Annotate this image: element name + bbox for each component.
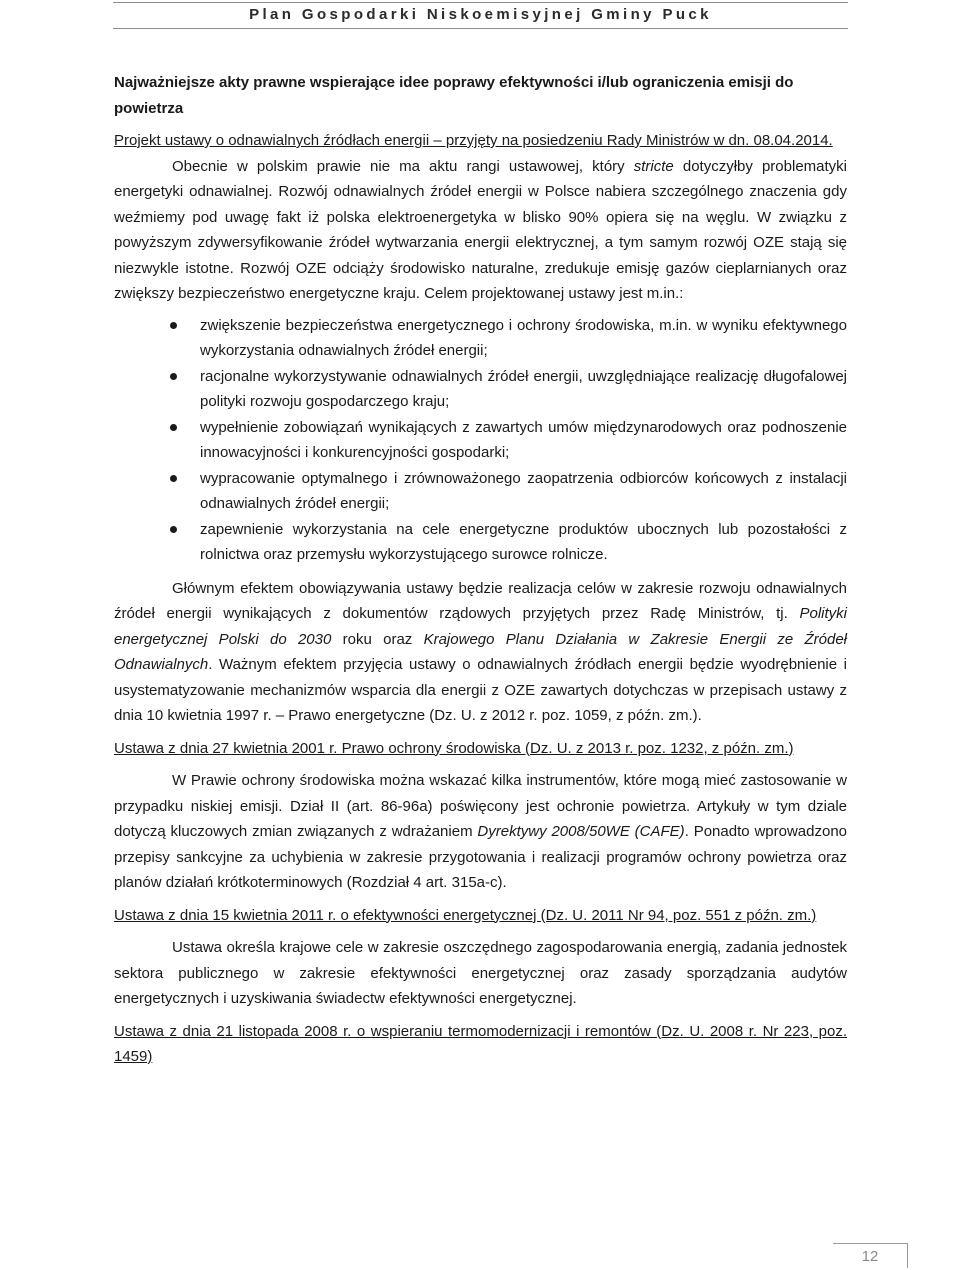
running-header-title: Plan Gospodarki Niskoemisyjnej Gminy Puck xyxy=(249,6,712,23)
list-item: wypełnienie zobowiązań wynikających z zawartych umów międzynarodowych oraz podnoszenie innowacyjności i konkurencyjności gospodarki; xyxy=(114,415,847,466)
paragraph-oze-intro: Obecnie w polskim prawie nie ma aktu rangi ustawowej, który stricte dotyczyłby problematyki energetyki odnawialnej. Rozwój odnawialnych źródeł energii w Polsce nabiera szczególnego znaczenia gdy weźmiemy pod uwagę fakt iż polska elektroenergetyka w blisko 90% opiera się na węglu. W związku z powyższym zdywersyfikowanie źródeł wytwarzania energii elektrycznej, a tym samym rozwój OZE stają się niezwykle istotne. Rozwój OZE odciąży środowisko naturalne, zredukuje emisję gazów cieplarnianych oraz zwiększy bezpieczeństwo energetyczne kraju. Celem projektowanej ustawy jest m.in.: xyxy=(114,157,847,302)
list-item: racjonalne wykorzystywanie odnawialnych źródeł energii, uwzględniające realizację długofalowej polityki rozwoju gospodarczego kraju; xyxy=(114,364,847,415)
law-title-thermo[interactable]: Ustawa z dnia 21 listopada 2008 r. o wspieraniu termomodernizacji i remontów (Dz. U. 2008 r. Nr 223, poz. 1459) xyxy=(114,1022,847,1065)
italic-title: Dyrektywy 2008/50WE (CAFE) xyxy=(477,823,685,840)
section-heading: Najważniejsze akty prawne wspierające idee poprawy efektywności i/lub ograniczenia emisji do powietrza xyxy=(114,74,794,117)
italic-title: Polityki energetycznej Polski do 2030 xyxy=(114,605,847,648)
italic-term: stricte xyxy=(633,157,674,175)
paragraph-pos: W Prawie ochrony środowiska można wskazać kilka instrumentów, które mogą mieć zastosowanie w przypadku niskiej emisji. Dział II (art. 86-96a) poświęcony jest ochronie powietrza. Artykuły w tym dziale dotyczą kluczowych zmian związanych z wdrażaniem Dyrektywy 2008/50WE (CAFE). Ponadto wprowadzono przepisy sankcyjne za uchybienia w zakresie przygotowania i realizacji programów ochrony powietrza oraz planów działań krótkoterminowych (Rozdział 4 art. 315a-c). xyxy=(114,772,847,891)
bullet-icon xyxy=(170,526,177,533)
paragraph-oze-effects: Głównym efektem obowiązywania ustawy będzie realizacja celów w zakresie rozwoju odnawialnych źródeł energii wynikających z dokumentów rządowych przyjętych przez Radę Ministrów, tj. Polityki energetycznej Polski do 2030 roku oraz Krajowego Planu Działania w Zakresie Energii ze Źródeł Odnawialnych. Ważnym efektem przyjęcia ustawy o odnawialnych źródłach energii będzie wyodrębnienie i usystematyzowanie mechanizmów wsparcia dla energii z OZE zawartych dotychczas w przepisach ustawy z dnia 10 kwietnia 1997 r. – Prawo energetyczne (Dz. U. z 2012 r. poz. 1059, z późn. zm.). xyxy=(114,579,847,724)
goals-list xyxy=(114,313,847,568)
law-title-efficiency[interactable]: Ustawa z dnia 15 kwietnia 2011 r. o efektywności energetycznej (Dz. U. 2011 Nr 94, poz. 551 z późn. zm.) xyxy=(114,906,817,924)
header-bottom-rule xyxy=(113,28,848,29)
bullet-icon xyxy=(170,424,177,431)
bullet-icon xyxy=(170,373,177,380)
law-title-pos[interactable]: Ustawa z dnia 27 kwietnia 2001 r. Prawo ochrony środowiska (Dz. U. z 2013 r. poz. 1232, z późn. zm.) xyxy=(114,739,794,757)
italic-title: Krajowego Planu Działania w Zakresie Energii ze Źródeł Odnawialnych xyxy=(114,630,847,673)
page-number: 12 xyxy=(833,1243,908,1268)
list-item: wypracowanie optymalnego i zrównoważonego zaopatrzenia odbiorców końcowych z instalacji odnawialnych źródeł energii; xyxy=(114,466,847,517)
list-item: zwiększenie bezpieczeństwa energetycznego i ochrony środowiska, m.in. w wyniku efektywnego wykorzystania odnawialnych źródeł energii; xyxy=(114,313,847,364)
page-content xyxy=(114,70,847,1070)
header-top-rule xyxy=(113,2,848,3)
paragraph-efficiency: Ustawa określa krajowe cele w zakresie oszczędnego zagospodarowania energią, zadania jednostek sektora publicznego w zakresie efektywności energetycznej oraz zasady sporządzania audytów energetycznych i uzyskiwania świadectw efektywności energetycznej. xyxy=(114,939,847,1007)
list-item: zapewnienie wykorzystania na cele energetyczne produktów ubocznych lub pozostałości z rolnictwa oraz przemysłu wykorzystującego surowce rolnicze. xyxy=(114,517,847,568)
bullet-icon xyxy=(170,322,177,329)
law-title-oze[interactable]: Projekt ustawy o odnawialnych źródłach energii – przyjęty na posiedzeniu Rady Ministrów w dn. 08.04.2014. xyxy=(114,132,833,149)
bullet-icon xyxy=(170,475,177,482)
